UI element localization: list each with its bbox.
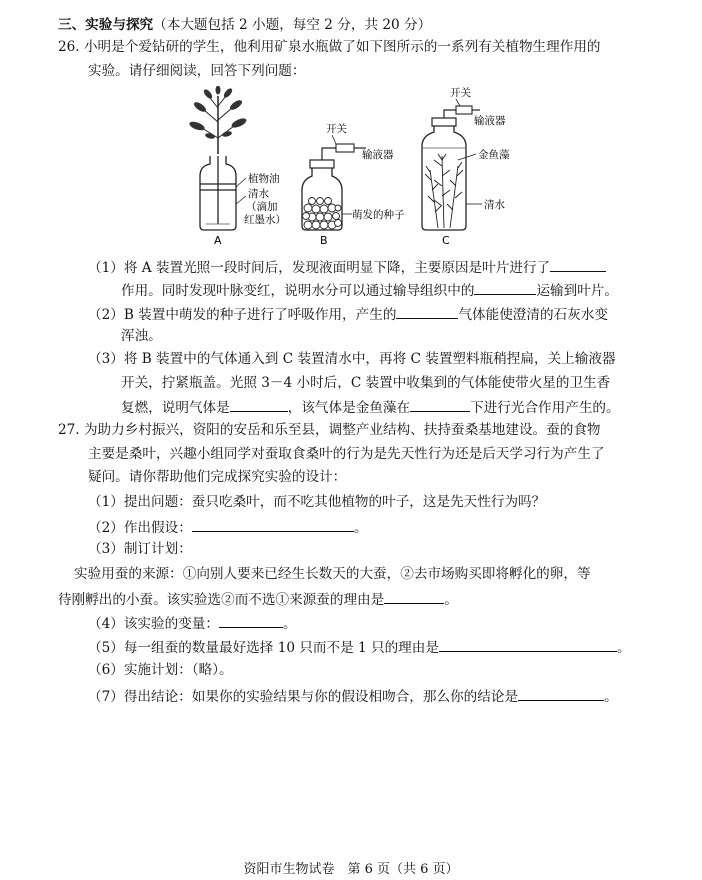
label-a: A (214, 234, 222, 247)
q27-stem-text1: 为助力乡村振兴，资阳的安岳和乐至县，调整产业结构、扶持蚕桑基地建设。蚕的食物 (83, 422, 601, 438)
answer-blank-gas-c[interactable] (230, 397, 288, 412)
q26-part2-text-a: （2）B 装置中萌发的种子进行了呼吸作用，产生的 (88, 307, 397, 323)
q27-source-line1: 实验用蚕的来源：①向别人要来已经生长数天的大蚕，②去市场购买即将孵化的卵，等 (74, 566, 591, 582)
q26-part3-line2: 开关，拧紧瓶盖。光照 3－4 小时后，C 装置中收集到的气体能使带火星的卫生香 (121, 375, 611, 391)
page-footer: 资阳市生物试卷 第 6 页（共 6 页） (243, 862, 459, 877)
apparatus-a (188, 86, 286, 247)
q26-part2-line2: 浑浊。 (121, 328, 162, 344)
q26-number: 26. (58, 39, 80, 55)
answer-blank-vessel[interactable] (474, 280, 536, 295)
q26-part3-text-c: 复燃，说明气体是 (121, 400, 230, 416)
label-c-water: 清水 (484, 199, 505, 211)
q26-part1-text-c: 运输到叶片。 (536, 283, 618, 299)
section-header (58, 16, 431, 34)
q27-part3: （3）制订计划： (88, 541, 192, 557)
label-c: C (442, 234, 450, 247)
answer-blank-condition[interactable] (410, 397, 470, 412)
q27-part7 (88, 686, 618, 706)
q26-part2-line1 (88, 304, 608, 324)
q27-stem-line3: 疑问。请你帮助他们完成探究实验的设计： (88, 469, 347, 485)
q26-part3-line1: （3）将 B 装置中的气体通入到 C 装置清水中，再将 C 装置塑料瓶稍捏扁，关上输液器 (88, 351, 616, 367)
q26-part1-text-a: （1）将 A 装置光照一段时间后，发现液面明显下降，主要原因是叶片进行了 (88, 260, 551, 276)
apparatus-b (302, 123, 405, 247)
answer-blank-reason-source[interactable] (384, 589, 444, 604)
answer-blank-hypothesis[interactable] (192, 517, 354, 532)
q27-part2-text-b: 。 (353, 520, 368, 536)
q27-part2-text-a: （2）作出假设： (88, 520, 192, 536)
answer-blank-variable[interactable] (219, 613, 283, 628)
q27-source-text-a: 待刚孵出的小蚕。该实验选②而不选①来源蚕的理由是 (58, 592, 385, 608)
q27-part2 (88, 517, 367, 537)
answer-blank-gas-b[interactable] (396, 304, 458, 319)
q26-part1-line1 (88, 257, 606, 277)
label-a-oil: 植物油 (248, 173, 280, 185)
q26-stem-text1: 小明是个爱钻研的学生，他利用矿泉水瓶做了如下图所示的一系列有关植物生理作用的 (83, 39, 601, 55)
q26-part3-line3 (121, 397, 620, 417)
label-c-plant: 金鱼藻 (478, 149, 510, 161)
q26-part3-text-e: 下进行光合作用产生的。 (470, 400, 620, 416)
q27-stem-line1 (58, 421, 601, 439)
q27-number: 27. (58, 422, 80, 438)
q26-part2-text-b: 气体能使澄清的石灰水变 (458, 307, 608, 323)
label-c-switch: 开关 (450, 87, 471, 99)
label-b-infuser: 输液器 (362, 149, 394, 161)
q27-part5 (88, 637, 631, 657)
experiment-figure (180, 86, 520, 248)
label-a-water2: （滴加 (246, 201, 278, 213)
q27-part4-text-a: （4）该实验的变量： (88, 616, 219, 632)
apparatus-c (422, 87, 510, 247)
answer-blank-conclusion[interactable] (518, 686, 604, 701)
q27-source-line2 (58, 589, 458, 609)
q26-stem-line2: 实验。请仔细阅读，回答下列问题： (88, 63, 306, 79)
label-b: B (320, 234, 328, 247)
q26-stem-line1 (58, 38, 601, 56)
label-a-water3: 红墨水） (244, 214, 286, 226)
label-b-switch: 开关 (326, 123, 347, 135)
q27-part5-text-a: （5）每一组蚕的数量最好选择 10 只而不是 1 只的理由是 (88, 640, 439, 656)
answer-blank-reason-count[interactable] (439, 637, 617, 652)
q27-part5-text-b: 。 (616, 640, 631, 656)
label-b-seeds: 萌发的种子 (352, 209, 405, 221)
q27-source-text-b: 。 (444, 592, 458, 608)
q27-stem-line2: 主要是桑叶，兴趣小组同学对蚕取食桑叶的行为是先天性行为还是后天学习行为产生了 (88, 446, 605, 462)
q27-part4-text-b: 。 (283, 616, 297, 632)
q27-part1: （1）提出问题：蚕只吃桑叶，而不吃其他植物的叶子，这是先天性行为吗？ (88, 494, 546, 510)
water-plant (425, 154, 463, 228)
answer-blank-transpiration[interactable] (550, 257, 606, 272)
q26-part1-line2 (121, 280, 618, 300)
section-note: （本大题包括 2 小题，每空 2 分，共 20 分） (153, 17, 432, 33)
section-title: 三、实验与探究 (58, 17, 154, 33)
q27-part7-text-a: （7）得出结论：如果你的实验结果与你的假设相吻合，那么你的结论是 (88, 689, 519, 705)
label-c-infuser: 输液器 (474, 115, 506, 127)
q26-part1-text-b: 作用。同时发现叶脉变红，说明水分可以通过输导组织中的 (121, 283, 475, 299)
q26-part3-text-d: ，该气体是金鱼藻在 (287, 400, 411, 416)
label-a-water1: 清水 (248, 188, 269, 200)
q27-part4 (88, 613, 297, 633)
germinating-seeds (303, 198, 342, 230)
q27-part7-text-b: 。 (604, 689, 618, 705)
q27-part6: （6）实施计划：（略）。 (88, 662, 233, 678)
